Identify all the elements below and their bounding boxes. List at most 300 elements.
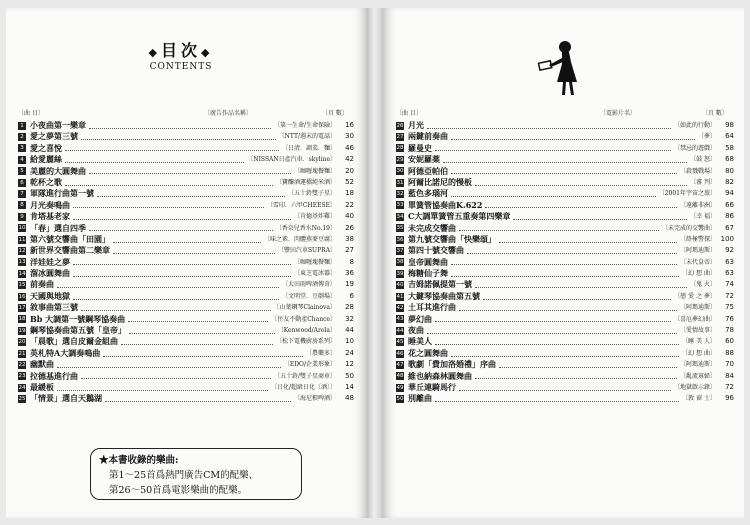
entry-source: 〔文明堂．豆劇場〕 xyxy=(281,292,336,300)
dot-leader xyxy=(81,373,271,379)
header-page: 〔頁 數〕 xyxy=(322,110,348,117)
entry-source: 〔五十鈴雙子星〕 xyxy=(287,190,336,198)
entry-number: 11 xyxy=(18,236,26,243)
contents-entry xyxy=(18,131,354,142)
entry-page: 70 xyxy=(725,360,734,369)
left-page xyxy=(6,8,368,518)
dot-leader xyxy=(57,385,268,391)
entry-title: 「情景」選自天鵝湖 xyxy=(30,393,102,404)
entry-number: 20 xyxy=(18,339,26,346)
dot-leader xyxy=(435,396,679,402)
entry-number: 36 xyxy=(396,236,404,243)
entry-title: 夜曲 xyxy=(408,325,424,336)
entry-number: 24 xyxy=(18,384,26,391)
entry-title: 鋼琴協奏曲第五號「皇帝」 xyxy=(30,325,126,336)
entry-page: 30 xyxy=(345,132,354,141)
dot-leader xyxy=(105,396,291,402)
entry-source: 〔NISSAN日產汽車．skyline〕 xyxy=(247,156,336,164)
entry-number: 3 xyxy=(18,144,26,152)
entry-source: 〔日化/超級日化〔酒〕〕 xyxy=(270,383,336,391)
entry-number: 37 xyxy=(396,247,404,254)
entry-title: 愛之夢第三號 xyxy=(30,131,78,142)
entry-number: 46 xyxy=(396,350,404,357)
entry-number: 34 xyxy=(396,213,404,220)
contents-entry xyxy=(396,166,734,177)
contents-entry xyxy=(396,325,734,336)
entry-page: 94 xyxy=(725,189,734,198)
dot-leader xyxy=(451,259,677,265)
entry-title: 華丘連騎馬行 xyxy=(408,381,456,392)
dot-leader xyxy=(73,202,264,208)
entry-source: 〔東芝電冰器〕 xyxy=(293,270,336,278)
header-source: 〔廣告作品名稱〕 xyxy=(204,110,253,117)
entry-page: 46 xyxy=(345,143,354,152)
entry-title: 給愛麗絲 xyxy=(30,154,62,165)
contents-title xyxy=(146,38,216,72)
entry-number: 43 xyxy=(396,316,404,323)
entry-number: 48 xyxy=(396,373,404,380)
dot-leader xyxy=(475,373,677,379)
entry-source: 〔第一生命/生命保險〕 xyxy=(273,122,336,129)
entry-source: 〔山葉鋼琴Clainova〕 xyxy=(273,304,336,312)
dot-leader xyxy=(73,294,279,300)
note-line: 第1～25首爲熱門廣告CM的配樂、 xyxy=(109,470,259,481)
dot-leader xyxy=(129,328,275,334)
entry-source: 〔未完成的交響曲〕 xyxy=(661,224,716,232)
dot-leader xyxy=(459,385,671,391)
entry-number: 17 xyxy=(18,304,26,311)
header-song: 〔曲 目〕 xyxy=(18,110,44,117)
contents-entry xyxy=(18,291,354,302)
entry-page: 60 xyxy=(725,337,734,346)
contents-entry xyxy=(396,382,734,393)
dot-leader xyxy=(89,168,291,174)
entry-source: 〔如此的行動〕 xyxy=(673,122,716,129)
entry-source: 〔阿瑪迪斯〕 xyxy=(679,361,716,369)
entry-page: 16 xyxy=(345,121,354,129)
entry-title: 肯塔基老家 xyxy=(30,211,70,222)
contents-entry xyxy=(396,131,734,142)
entry-page: 82 xyxy=(725,177,734,186)
entry-number: 35 xyxy=(396,225,404,232)
entry-title: 「春」選自四季 xyxy=(30,222,86,233)
entry-source: 〔香奈兒香水No.19〕 xyxy=(275,224,336,232)
entry-source: 〔禁忌的遊戲〕 xyxy=(673,144,716,152)
entry-title: C大調單簧管五重奏第四樂章 xyxy=(408,211,511,222)
entry-number: 45 xyxy=(396,339,404,346)
dot-leader xyxy=(451,191,656,197)
entry-source: 〔終極警探〕 xyxy=(679,235,716,243)
contents-entry xyxy=(396,359,734,370)
contents-entry xyxy=(396,393,734,404)
entry-source: 〔愛情故事〕 xyxy=(679,327,716,335)
header-source: 〔電影片名〕 xyxy=(600,110,637,117)
entry-title: 軍隊進行曲第一號 xyxy=(30,188,94,199)
contents-entry xyxy=(396,120,734,131)
entry-source: 〔味之素．肉體燕麥豆腐〕 xyxy=(263,235,336,243)
contents-entry xyxy=(18,336,354,347)
header-song: 〔曲 目〕 xyxy=(396,110,422,117)
entry-source: 〔喜厄夢幻曲〕 xyxy=(673,315,716,323)
entry-source: 〔農藥多〕 xyxy=(305,349,336,357)
entry-number: 16 xyxy=(18,293,26,300)
contents-entry xyxy=(18,154,354,165)
entry-source: 〔阿瑪迪斯〕 xyxy=(679,247,716,255)
contents-entry xyxy=(396,188,734,199)
dot-leader xyxy=(121,339,273,345)
entry-title: 新世界交響曲第二樂章 xyxy=(30,245,110,256)
contents-entry xyxy=(396,223,734,234)
dot-leader xyxy=(73,259,291,265)
contents-entry xyxy=(396,302,734,313)
note-box xyxy=(90,448,302,500)
entry-source: 〔住友不動產Chance〕 xyxy=(271,315,336,323)
dot-leader xyxy=(499,237,677,243)
dot-leader xyxy=(57,282,279,288)
entry-source: 〔寶釀酒運橋純米酒〕 xyxy=(275,178,336,186)
header-page: 〔頁 數〕 xyxy=(702,110,728,117)
entry-title: Bb 大調第一號鋼琴協奏曲 xyxy=(30,313,126,324)
entry-title: 拉德基進行曲 xyxy=(30,370,78,381)
entry-source: 〔敦 窗 士〕 xyxy=(682,395,716,403)
entry-page: 84 xyxy=(725,371,734,380)
entry-title: 溜冰圓舞曲 xyxy=(30,268,70,279)
entry-title: 歌劇「費加洛婚禮」序曲 xyxy=(408,359,496,370)
entry-page: 19 xyxy=(345,280,354,289)
entry-page: 67 xyxy=(725,223,734,232)
entry-source: 〔戀 愛 之 夢〕 xyxy=(674,292,716,300)
dot-leader xyxy=(435,145,671,151)
entry-page: 24 xyxy=(345,348,354,357)
contents-entry xyxy=(396,154,734,165)
dot-leader xyxy=(451,271,679,277)
entry-title: 吉姆諾佩提第一號 xyxy=(408,279,472,290)
entry-page: 96 xyxy=(725,394,734,403)
entry-number: 21 xyxy=(18,350,26,357)
entry-source: 〔幸 福〕 xyxy=(690,213,716,221)
entry-source: 〔幻 想 曲〕 xyxy=(682,270,716,278)
entry-title: 第九號交響曲「快樂頌」 xyxy=(408,233,496,244)
entry-page: 72 xyxy=(725,382,734,391)
contents-entry xyxy=(18,348,354,359)
entry-page: 58 xyxy=(725,143,734,152)
entry-page: 100 xyxy=(720,234,734,243)
entry-number: 26 xyxy=(396,122,404,129)
entry-title: 第四十號交響曲 xyxy=(408,245,464,256)
contents-entry xyxy=(396,314,734,325)
entry-number: 42 xyxy=(396,304,404,311)
dot-leader xyxy=(65,157,244,163)
contents-list xyxy=(18,120,354,405)
entry-number: 8 xyxy=(18,201,26,209)
entry-number: 18 xyxy=(18,316,26,323)
dot-leader xyxy=(485,202,677,208)
diamond-icon: ◆ xyxy=(148,46,161,59)
dot-leader xyxy=(427,123,671,129)
entry-number: 19 xyxy=(18,327,26,334)
entry-page: 52 xyxy=(345,177,354,186)
entry-title: 月光奏鳴曲 xyxy=(30,199,70,210)
entry-page: 78 xyxy=(725,326,734,335)
entry-page: 27 xyxy=(345,246,354,255)
dot-leader xyxy=(467,248,677,254)
contents-entry xyxy=(18,120,354,131)
contents-entry xyxy=(18,200,354,211)
entry-source: 〔鬼 火〕 xyxy=(690,281,716,289)
dot-leader xyxy=(81,134,276,140)
entry-source: 〔殺戮戰場〕 xyxy=(679,167,716,175)
entry-page: 8 xyxy=(349,257,354,266)
dot-leader xyxy=(513,214,687,220)
entry-page: 28 xyxy=(345,303,354,312)
entry-page: 86 xyxy=(725,212,734,221)
entry-title: 皇帝圓舞曲 xyxy=(408,256,448,267)
entry-source: 〔睡 美 人〕 xyxy=(682,338,716,346)
entry-page: 26 xyxy=(345,223,354,232)
entry-page: 72 xyxy=(725,291,734,300)
entry-title: 敘事曲第三號 xyxy=(30,302,78,313)
entry-source: 〔鼓 怒〕 xyxy=(690,156,716,164)
entry-page: 6 xyxy=(349,291,354,300)
entry-number: 32 xyxy=(396,191,404,198)
entry-page: 18 xyxy=(345,189,354,198)
contents-entry xyxy=(396,211,734,222)
dot-leader xyxy=(499,362,677,368)
entry-number: 6 xyxy=(18,179,26,187)
entry-page: 64 xyxy=(725,132,734,141)
dot-leader xyxy=(435,316,671,322)
contents-entry xyxy=(396,177,734,188)
note-line: ★本書收錄的樂曲: xyxy=(99,455,179,466)
entry-source: 〔Kenwood/Arola〕 xyxy=(277,327,336,335)
entry-page: 32 xyxy=(345,314,354,323)
dot-leader xyxy=(113,248,275,254)
dot-leader xyxy=(451,168,677,174)
dot-leader xyxy=(89,123,271,129)
dot-leader xyxy=(113,237,261,243)
contents-entry xyxy=(18,177,354,188)
contents-entry xyxy=(18,245,354,256)
entry-page: 80 xyxy=(725,166,734,175)
entry-page: 98 xyxy=(725,121,734,129)
entry-title: 洋娃娃之夢 xyxy=(30,256,70,267)
contents-entry xyxy=(396,268,734,279)
entry-title: 前奏曲 xyxy=(30,279,54,290)
contents-entry xyxy=(18,143,354,154)
entry-title: 別離曲 xyxy=(408,393,432,404)
entry-title: 小夜曲第一樂章 xyxy=(30,120,86,130)
entry-source: 〔太田雨啤酒傳奇〕 xyxy=(281,281,336,289)
entry-page: 66 xyxy=(725,200,734,209)
dot-leader xyxy=(65,180,273,186)
entry-page: 75 xyxy=(725,303,734,312)
entry-title: 花之圓舞曲 xyxy=(408,347,448,358)
contents-entry xyxy=(18,268,354,279)
entry-number: 10 xyxy=(18,225,26,232)
entry-source: 〔肯德基炸雞〕 xyxy=(293,213,336,221)
entry-number: 2 xyxy=(18,133,26,141)
entry-source: 〔EDO/企業形象〕 xyxy=(283,361,336,369)
contents-entry xyxy=(396,257,734,268)
entry-number: 31 xyxy=(396,179,404,186)
entry-title: 愛之喜悅 xyxy=(30,142,62,153)
entry-page: 88 xyxy=(725,348,734,357)
entry-page: 44 xyxy=(345,326,354,335)
entry-page: 42 xyxy=(345,155,354,164)
entry-title: 「晨歌」選自皮爾金組曲 xyxy=(30,336,118,347)
title-en: CONTENTS xyxy=(149,62,213,72)
contents-entry xyxy=(18,314,354,325)
contents-entry xyxy=(18,257,354,268)
entry-number: 49 xyxy=(396,384,404,391)
contents-entry xyxy=(18,234,354,245)
entry-title: 第六號交響曲「田園」 xyxy=(30,233,110,244)
contents-entry xyxy=(396,291,734,302)
entry-number: 25 xyxy=(18,396,26,403)
entry-source: 〔2001年宇宙之旅〕 xyxy=(658,190,716,198)
entry-source: 〔遠離非洲〕 xyxy=(679,201,716,209)
entry-page: 20 xyxy=(345,166,354,175)
entry-page: 76 xyxy=(725,314,734,323)
contents-entry xyxy=(18,325,354,336)
entry-page: 10 xyxy=(345,337,354,346)
entry-page: 63 xyxy=(725,257,734,266)
dot-leader xyxy=(459,225,659,231)
entry-number: 14 xyxy=(18,270,26,277)
entry-source: 〔夢〕 xyxy=(697,133,716,141)
girl-silhouette-icon xyxy=(535,38,581,98)
entry-number: 22 xyxy=(18,361,26,368)
entry-number: 30 xyxy=(396,168,404,175)
contents-entry xyxy=(396,143,734,154)
entry-title: 阿德亞帕伯 xyxy=(408,165,448,176)
contents-entry xyxy=(18,393,354,404)
dot-leader xyxy=(475,282,687,288)
entry-source: 〔日清．調菜．麵〕 xyxy=(281,144,336,152)
entry-title: 乾杯之歌 xyxy=(30,176,62,187)
entry-source: 〔松下電機廚房系列〕 xyxy=(275,338,336,346)
entry-page: 12 xyxy=(345,360,354,369)
entry-title: 未完成交響曲 xyxy=(408,222,456,233)
dot-leader xyxy=(81,305,271,311)
entry-page: 92 xyxy=(725,246,734,255)
dot-leader xyxy=(65,145,279,151)
diamond-icon: ◆ xyxy=(201,46,214,59)
entry-page: 40 xyxy=(345,212,354,221)
entry-source: 〔海尼根啤酒〕 xyxy=(293,395,336,403)
entry-title: 美麗的大圓舞曲 xyxy=(30,165,86,176)
entry-title: 天國與地獄 xyxy=(30,290,70,301)
entry-title: 大鍵琴協奏曲第五號 xyxy=(408,290,480,301)
entry-source: 〔咖喱塊餐麵〕 xyxy=(293,258,336,266)
entry-number: 15 xyxy=(18,282,26,289)
entry-title: 睡美人 xyxy=(408,336,432,347)
dot-leader xyxy=(57,362,281,368)
contents-entry xyxy=(396,245,734,256)
entry-source: 〔雪印．六甲CHEESE〕 xyxy=(266,201,336,209)
entry-source: 〔豐田汽車SUPRA〕 xyxy=(277,247,336,255)
contents-entry xyxy=(396,279,734,290)
entry-title: 梅糖仙子舞 xyxy=(408,268,448,279)
contents-entry xyxy=(396,348,734,359)
dot-leader xyxy=(475,180,687,186)
entry-source: 〔阿瑪迪斯〕 xyxy=(679,304,716,312)
entry-number: 50 xyxy=(396,396,404,403)
contents-entry xyxy=(18,166,354,177)
entry-page: 48 xyxy=(345,394,354,403)
contents-entry xyxy=(18,302,354,313)
contents-entry xyxy=(396,336,734,347)
contents-entry xyxy=(18,382,354,393)
entry-number: 4 xyxy=(18,156,26,164)
entry-source: 〔幻 想 曲〕 xyxy=(682,349,716,357)
entry-page: 63 xyxy=(725,269,734,278)
entry-source: 〔末代皇帝〕 xyxy=(679,258,716,266)
contents-list xyxy=(396,120,734,405)
dot-leader xyxy=(435,339,679,345)
entry-number: 27 xyxy=(396,134,404,141)
contents-entry xyxy=(18,359,354,370)
dot-leader xyxy=(443,157,687,163)
entry-source: 〔五十鈴/雙子星商車〕 xyxy=(273,372,336,380)
dot-leader xyxy=(128,316,268,322)
entry-number: 39 xyxy=(396,270,404,277)
contents-entry xyxy=(18,223,354,234)
dot-leader xyxy=(427,328,677,334)
entry-page: 74 xyxy=(725,280,734,289)
dot-leader xyxy=(103,351,303,357)
book-gutter xyxy=(368,8,382,518)
entry-page: 50 xyxy=(345,371,354,380)
entry-number: 41 xyxy=(396,293,404,300)
entry-number: 23 xyxy=(18,373,26,380)
entry-title: 阿爾比諾尼的慢板 xyxy=(408,176,472,187)
entry-number: 40 xyxy=(396,282,404,289)
entry-source: 〔亂流寡婦〕 xyxy=(679,372,716,380)
dot-leader xyxy=(73,271,291,277)
dot-leader xyxy=(89,225,273,231)
entry-title: 月光 xyxy=(408,120,424,130)
entry-number: 29 xyxy=(396,156,404,163)
entry-title: 維也納森林圓舞曲 xyxy=(408,370,472,381)
entry-number: 13 xyxy=(18,259,26,266)
entry-page: 22 xyxy=(345,200,354,209)
entry-number: 7 xyxy=(18,190,26,198)
entry-title: 藍色多瑙河 xyxy=(408,188,448,199)
dot-leader xyxy=(451,351,679,357)
entry-title: 安妮羅薬 xyxy=(408,154,440,165)
entry-title: 幽默曲 xyxy=(30,359,54,370)
entry-title: 英札特A大調奏鳴曲 xyxy=(30,347,101,358)
entry-title: 單簧管協奏曲K.622 xyxy=(408,199,483,210)
entry-number: 9 xyxy=(18,213,26,221)
contents-entry xyxy=(18,371,354,382)
entry-page: 36 xyxy=(345,269,354,278)
entry-title: 兩鍵前奏曲 xyxy=(408,131,448,142)
contents-entry xyxy=(18,211,354,222)
dot-leader xyxy=(483,294,671,300)
entry-number: 44 xyxy=(396,327,404,334)
entry-number: 28 xyxy=(396,145,404,152)
dot-leader xyxy=(97,191,285,197)
dot-leader xyxy=(459,305,677,311)
contents-entry xyxy=(396,371,734,382)
entry-number: 47 xyxy=(396,361,404,368)
contents-entry xyxy=(18,188,354,199)
title-zh: 目次 xyxy=(160,41,201,60)
entry-page: 68 xyxy=(725,155,734,164)
entry-number: 33 xyxy=(396,202,404,209)
